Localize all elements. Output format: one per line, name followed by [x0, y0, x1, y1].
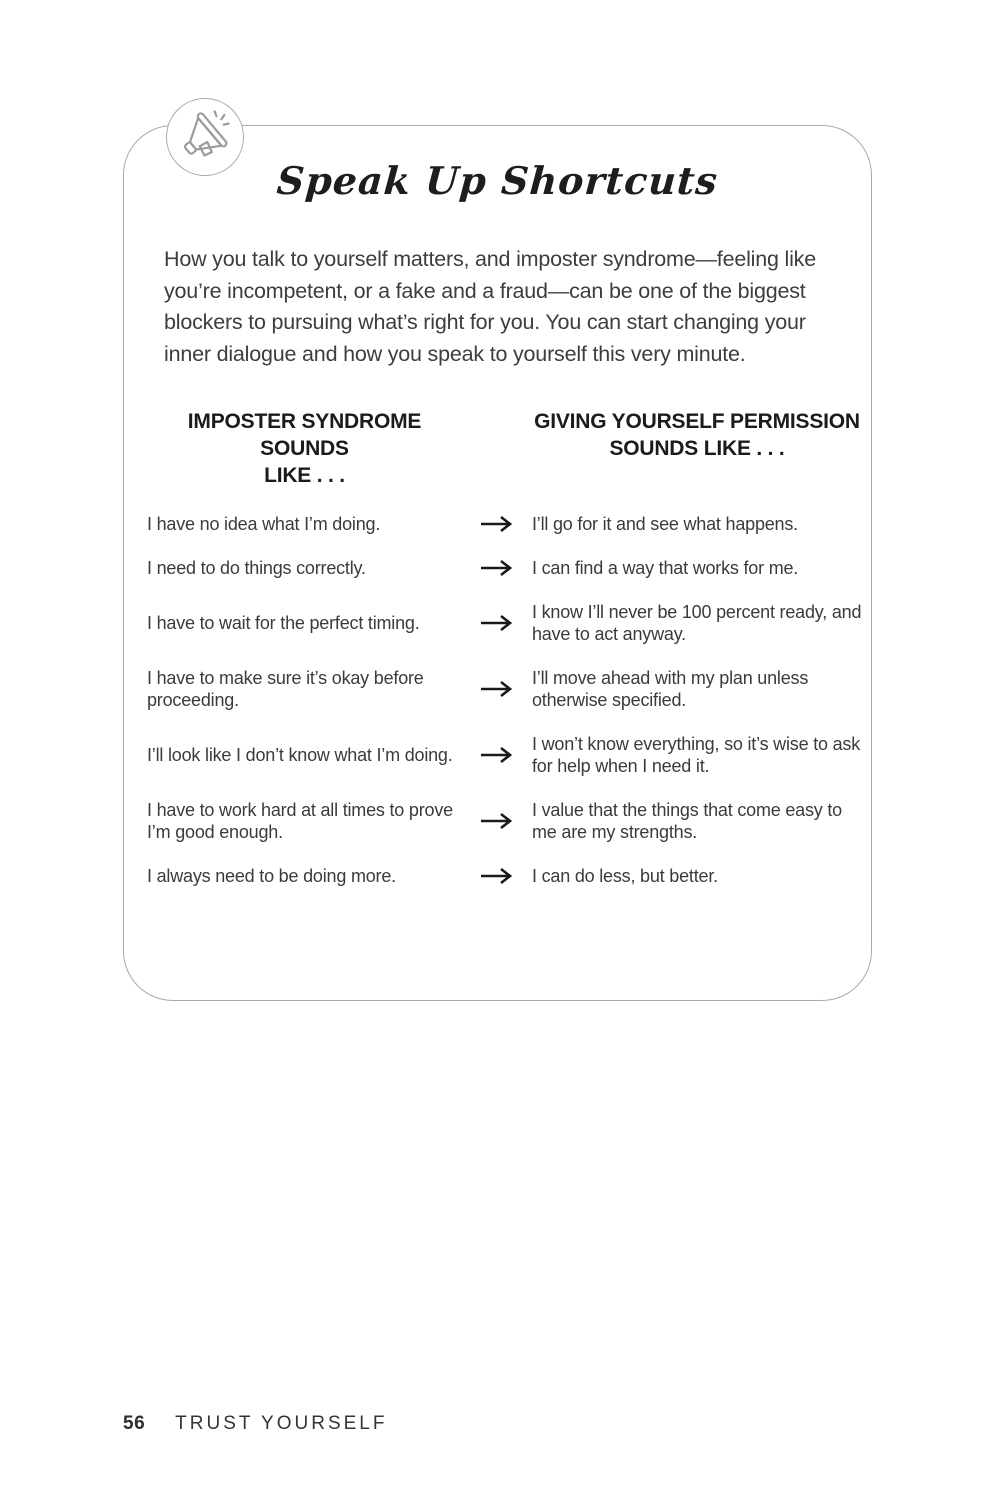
- right-arrow-icon: [462, 811, 532, 831]
- right-arrow-icon: [462, 745, 532, 765]
- permission-statement: I’ll move ahead with my plan unless otherwise specified.: [532, 668, 809, 710]
- permission-statement: I won’t know everything, so it’s wise to ask for help when I need it.: [532, 734, 861, 776]
- megaphone-icon: [176, 106, 234, 169]
- imposter-statement: I have to make sure it’s okay before proceeding.: [147, 668, 424, 710]
- right-arrow-icon: [462, 514, 532, 534]
- imposter-statement: I need to do things correctly.: [147, 558, 366, 578]
- permission-statement: I value that the things that come easy to me are my strengths.: [532, 800, 842, 842]
- comparison-row: [147, 667, 862, 711]
- comparison-row: [147, 513, 862, 535]
- comparison-row: [147, 865, 862, 887]
- comparison-row: [147, 733, 862, 777]
- book-title: TRUST YOURSELF: [175, 1413, 388, 1434]
- right-arrow-icon: [462, 558, 532, 578]
- page-number: 56: [123, 1413, 146, 1434]
- intro-paragraph: How you talk to yourself matters, and imposter syndrome—feeling like you’re incompetent, or a fake and a fraud—can be one of the biggest blockers to pursuing what’s right for you. You can start changing your inner dialogue and how you speak to yourself this very minute.: [164, 247, 816, 366]
- imposter-statement: I have to work hard at all times to prove I’m good enough.: [147, 800, 453, 842]
- imposter-statement: I have no idea what I’m doing.: [147, 514, 381, 534]
- right-arrow-icon: [462, 613, 532, 633]
- permission-statement: I can do less, but better.: [532, 866, 718, 886]
- comparison-row: [147, 557, 862, 579]
- header-spacer: [462, 408, 532, 489]
- comparison-row: [147, 601, 862, 645]
- permission-statement: I can find a way that works for me.: [532, 558, 799, 578]
- imposter-statement: I have to wait for the perfect timing.: [147, 613, 420, 633]
- card-title: Speak Up Shortcuts: [275, 158, 720, 203]
- column-headers: [147, 408, 862, 489]
- imposter-column-header: IMPOSTER SYNDROME SOUNDS LIKE . . .: [187, 410, 422, 487]
- comparison-row: [147, 799, 862, 843]
- comparison-table: [147, 408, 862, 909]
- permission-statement: I know I’ll never be 100 percent ready, and have to act anyway.: [532, 602, 862, 644]
- permission-column-header: GIVING YOURSELF PERMISSION SOUNDS LIKE . . .: [534, 410, 860, 460]
- right-arrow-icon: [462, 679, 532, 699]
- page-footer: [123, 1413, 387, 1435]
- imposter-statement: I’ll look like I don’t know what I’m doing.: [147, 745, 453, 765]
- permission-statement: I’ll go for it and see what happens.: [532, 514, 798, 534]
- imposter-statement: I always need to be doing more.: [147, 866, 396, 886]
- right-arrow-icon: [462, 866, 532, 886]
- megaphone-icon-circle: [166, 98, 244, 176]
